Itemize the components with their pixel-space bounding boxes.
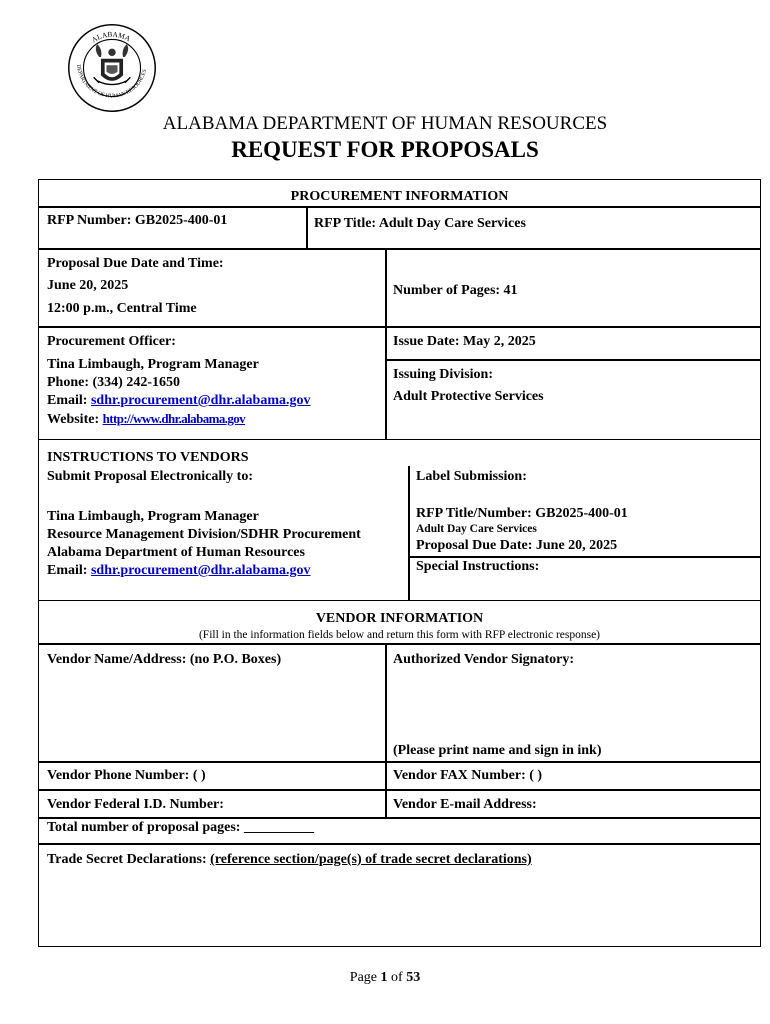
dhr-seal-logo	[66, 22, 158, 114]
agency-name: ALABAMA DEPARTMENT OF HUMAN RESOURCES	[162, 113, 608, 134]
divider	[385, 248, 387, 440]
vendor-fax-label: Vendor FAX Number: ( )	[393, 768, 543, 783]
total-pages-row	[47, 820, 314, 836]
rfp-title: RFP Title: Adult Day Care Services	[314, 216, 526, 231]
label-due-date: Proposal Due Date: June 20, 2025	[416, 538, 618, 553]
procurement-heading: PROCUREMENT INFORMATION	[290, 189, 509, 204]
page-number: 1	[380, 970, 388, 985]
divider	[38, 817, 761, 819]
divider	[38, 643, 761, 645]
contact-name: Tina Limbaugh, Program Manager	[47, 509, 259, 524]
officer-phone: Phone: (334) 242-1650	[47, 375, 180, 390]
vendor-phone-label: Vendor Phone Number: ( )	[47, 768, 206, 783]
divider	[408, 556, 761, 558]
contact-dept: Alabama Department of Human Resources	[47, 545, 305, 560]
divider	[408, 466, 410, 601]
total-pages-label: Total number of proposal pages:	[47, 820, 241, 835]
contact-email-row	[47, 563, 311, 579]
contact-division: Resource Management Division/SDHR Procurement	[47, 527, 361, 542]
seal-ring-side-text: DEPARTMENT OF HUMAN RESOURCES	[75, 64, 149, 100]
website-label: Website:	[47, 412, 100, 427]
divider	[306, 206, 308, 248]
divider	[38, 843, 761, 845]
page-prefix: Page	[349, 970, 378, 985]
officer-email-link[interactable]: sdhr.procurement@dhr.alabama.gov	[90, 393, 311, 408]
due-date-label: Proposal Due Date and Time:	[47, 256, 224, 271]
vendor-fed-id-label: Vendor Federal I.D. Number:	[47, 797, 224, 812]
divider	[38, 789, 761, 791]
sign-note: (Please print name and sign in ink)	[393, 743, 602, 758]
authorized-signatory-label: Authorized Vendor Signatory:	[393, 652, 574, 667]
email-label: Email:	[47, 393, 88, 408]
officer-email-row	[47, 393, 311, 409]
divider	[385, 359, 761, 361]
due-date: June 20, 2025	[47, 278, 129, 293]
trade-secret-label: Trade Secret Declarations:	[47, 852, 207, 867]
contact-email-link[interactable]: sdhr.procurement@dhr.alabama.gov	[90, 563, 311, 578]
divider	[38, 206, 761, 208]
divider	[38, 761, 761, 763]
issuing-division-label: Issuing Division:	[393, 367, 493, 382]
issuing-division: Adult Protective Services	[393, 389, 544, 404]
svg-text:ALABAMA	[90, 30, 133, 45]
vendor-heading: VENDOR INFORMATION	[315, 611, 484, 626]
seal-ring-top-text: ALABAMA	[89, 29, 133, 45]
email-label: Email:	[47, 563, 88, 578]
vendor-name-address-label: Vendor Name/Address: (no P.O. Boxes)	[47, 652, 282, 667]
issue-date: Issue Date: May 2, 2025	[393, 334, 536, 349]
divider	[38, 326, 761, 328]
label-rfp-number: RFP Title/Number: GB2025-400-01	[416, 506, 628, 521]
rfp-number: RFP Number: GB2025-400-01	[47, 213, 228, 228]
page-footer	[0, 970, 770, 986]
label-submission: Label Submission:	[416, 469, 527, 484]
label-service: Adult Day Care Services	[416, 523, 537, 535]
special-instructions: Special Instructions:	[416, 559, 540, 574]
divider	[38, 248, 761, 250]
vendor-subheading: (Fill in the information fields below and return this form with RFP electronic response)	[198, 629, 601, 641]
total-pages-blank: __________	[243, 820, 314, 835]
website-row	[47, 411, 245, 428]
number-of-pages: Number of Pages: 41	[393, 283, 518, 298]
submit-label: Submit Proposal Electronically to:	[47, 469, 253, 484]
vendor-email-label: Vendor E-mail Address:	[393, 797, 537, 812]
page-total: 53	[406, 970, 421, 985]
page-of: of	[391, 970, 403, 985]
website-link[interactable]: http://www.dhr.alabama.gov	[102, 411, 246, 426]
divider	[385, 643, 387, 818]
officer-name: Tina Limbaugh, Program Manager	[47, 357, 259, 372]
procurement-officer-label: Procurement Officer:	[47, 334, 176, 349]
trade-secret-reference: (reference section/page(s) of trade secret declarations)	[210, 852, 532, 867]
instructions-heading: INSTRUCTIONS TO VENDORS	[47, 450, 249, 465]
document-title: REQUEST FOR PROPOSALS	[231, 137, 539, 162]
trade-secret-row	[47, 852, 532, 868]
due-time: 12:00 p.m., Central Time	[47, 301, 197, 316]
